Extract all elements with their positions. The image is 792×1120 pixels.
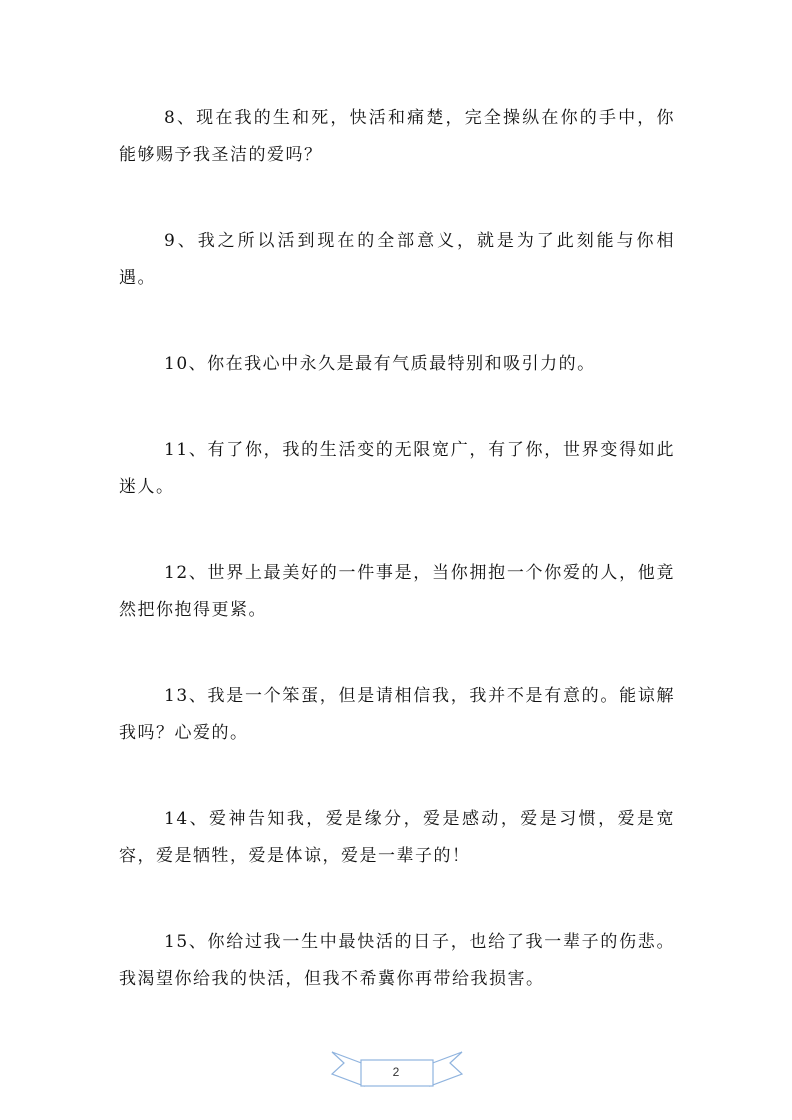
paragraph-15: 15、你给过我一生中最快活的日子，也给了我一辈子的伤悲。我渴望你给我的快活，但我不希冀你再带给我损害。 (119, 932, 675, 989)
page-number: 2 (392, 1065, 400, 1079)
paragraph-12: 12、世界上最美好的一件事是，当你拥抱一个你爱的人，他竟然把你抱得更紧。 (119, 563, 675, 620)
paragraph-11: 11、有了你，我的生活变的无限宽广，有了你，世界变得如此迷人。 (119, 440, 675, 497)
paragraph-14: 14、爱神告知我，爱是缘分，爱是感动，爱是习惯，爱是宽容，爱是牺牲，爱是体谅，爱是一辈子的！ (119, 809, 675, 866)
document-body (119, 100, 675, 1047)
paragraph-10: 10、你在我心中永久是最有气质最特别和吸引力的。 (164, 354, 596, 374)
page-footer (330, 1050, 464, 1092)
paragraph-13: 13、我是一个笨蛋，但是请相信我，我并不是有意的。能谅解我吗？心爱的。 (119, 686, 675, 743)
paragraph-9: 9、我之所以活到现在的全部意义，就是为了此刻能与你相遇。 (119, 231, 675, 288)
paragraph-8: 8、现在我的生和死，快活和痛楚，完全操纵在你的手中，你能够赐予我圣洁的爱吗？ (119, 108, 675, 165)
